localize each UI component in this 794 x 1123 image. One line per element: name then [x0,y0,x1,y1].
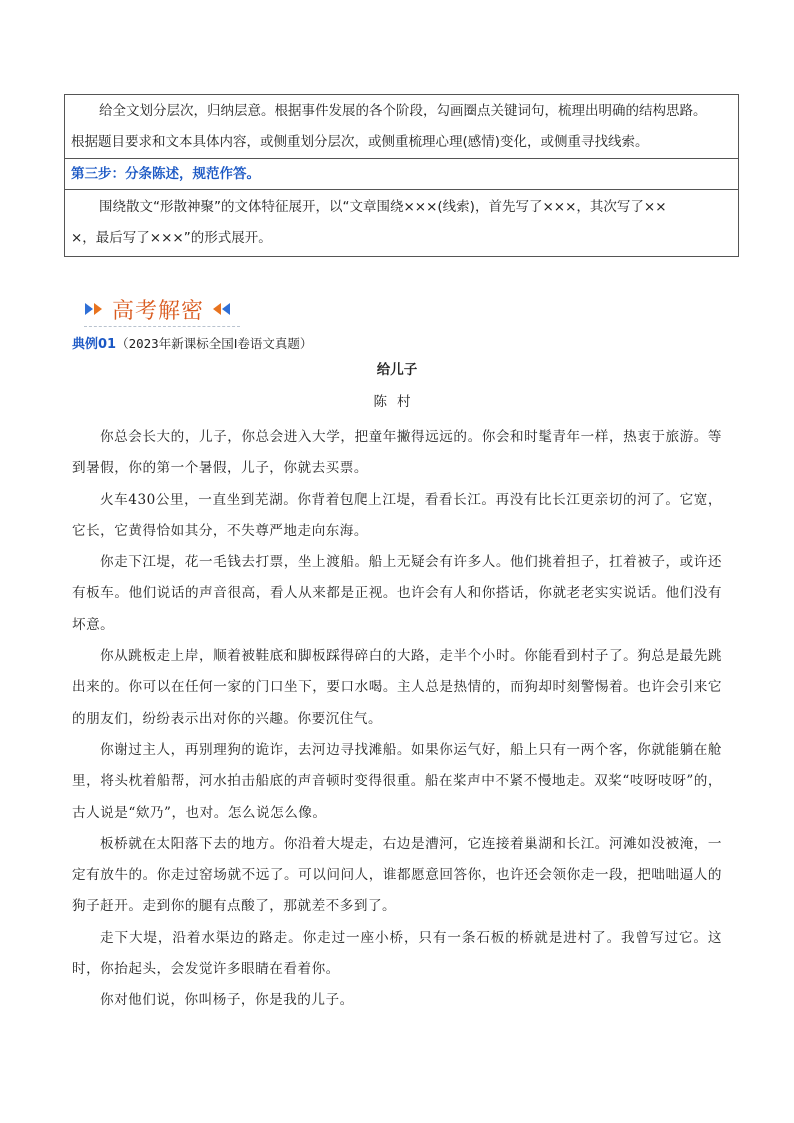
method-row-structure [65,95,738,159]
prose-paragraph: 火车430公里，一直坐到芜湖。你背着包爬上江堤，看看长江。再没有比长江更亲切的河了。它宽，它长，它黄得恰如其分，不失尊严地走向东海。 [72,491,722,539]
method-row-step3 [65,159,738,190]
prose-paragraph: 你总会长大的，儿子，你总会进入大学，把童年撇得远远的。你会和时髦青年一样，热衷于旅游。等到暑假，你的第一个暑假，儿子，你就去买票。 [72,429,722,477]
example-heading [72,334,312,355]
prose-paragraph: 板桥就在太阳落下去的地方。你沿着大堤走，右边是漕河，它连接着巢湖和长江。河滩如没被淹，一定有放牛的。你走过窑场就不远了。可以问问人，谁都愿意回答你，也许还会领你走一段，把咄咄逼人的狗子赶开。走到你的腿有点酸了，那就差不多到了。 [72,835,722,915]
text-title: 给儿子 [376,362,418,378]
double-arrow-right-icon [84,302,104,316]
method-text-line: ×，最后写了×××”的形式展开。 [71,230,272,246]
prose-paragraph: 走下大堤，沿着水渠边的路走。你走过一座小桥，只有一条石板的桥就是进村了。我曾写过它。这时，你抬起头，会发觉许多眼睛在看着你。 [72,929,722,978]
section-header [84,292,232,326]
method-text-line: 根据题目要求和文本具体内容，或侧重划分层次，或侧重梳理心理(感情)变化，或侧重寻找线索。 [71,134,649,150]
method-row-answer-format [65,190,738,256]
prose-paragraph: 你对他们说，你叫杨子，你是我的儿子。 [100,992,354,1009]
step3-label: 第三步：分条陈述，规范作答。 [71,166,260,182]
method-table [64,94,739,257]
method-text-line: 围绕散文“形散神聚”的文体特征展开，以“文章围绕×××(线索)，首先写了×××，其次写了×× [99,199,667,215]
example-source: （2023年新课标全国Ⅰ卷语文真题） [116,336,313,351]
example-tag: 典例01 [72,337,117,352]
prose-paragraph: 你谢过主人，再别理狗的诡诈，去河边寻找滩船。如果你运气好，船上只有一两个客，你就能躺在舱里，将头枕着船帮，河水拍击船底的声音顿时变得很重。船在桨声中不紧不慢地走。双桨“吱呀吱呀”的，古人说是“欸乃”，也对。怎么说怎么像。 [72,741,722,821]
prose-body [72,422,722,1017]
double-arrow-left-icon [212,302,232,316]
prose-paragraph: 你走下江堤，花一毛钱去打票，坐上渡船。船上无疑会有许多人。他们挑着担子，扛着被子，或许还有板车。他们说话的声音很高，看人从来都是正视。也许会有人和你搭话，你就老老实实说话。他们没有坏意。 [72,554,722,633]
text-author: 陈村 [373,394,421,410]
section-divider [84,326,240,327]
prose-paragraph: 你从跳板走上岸，顺着被鞋底和脚板踩得碎白的大路，走半个小时。你能看到村子了。狗总是最先跳出来的。你可以在任何一家的门口坐下，要口水喝。主人总是热情的，而狗却时刻警惕着。也许会引来它的朋友们，纷纷表示出对你的兴趣。你要沉住气。 [72,648,722,727]
method-text-line: 给全文划分层次，归纳层意。根据事件发展的各个阶段，勾画圈点关键词句，梳理出明确的结构思路。 [99,103,707,119]
section-title: 高考解密 [112,298,205,324]
